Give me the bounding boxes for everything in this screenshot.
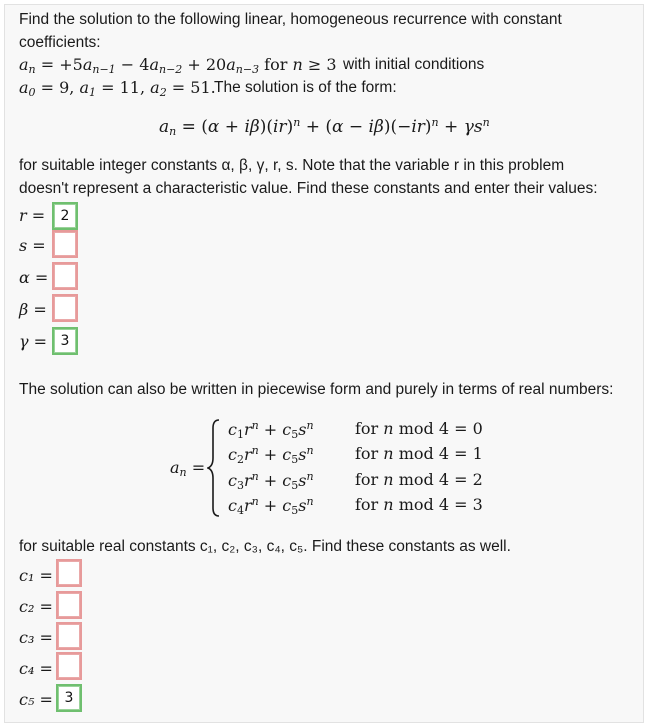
s-input[interactable] bbox=[54, 232, 76, 256]
case-1-expr: $c_1r^n + c_5s^n$ bbox=[228, 419, 314, 441]
c1-label: c₁ = bbox=[19, 566, 53, 585]
gamma-input[interactable]: 3 bbox=[54, 329, 76, 353]
c2-input[interactable] bbox=[58, 593, 80, 617]
c1-input[interactable] bbox=[58, 561, 80, 585]
instructions-line-2: doesn't represent a characteristic value. Find these constants and enter their values: bbox=[19, 180, 598, 197]
case-2-cond: for n mod 4 = 1 bbox=[355, 444, 483, 463]
c3-input[interactable] bbox=[58, 624, 80, 648]
case-2-expr: $c_2r^n + c_5s^n$ bbox=[228, 444, 314, 466]
initial-conditions-label: with initial conditions bbox=[343, 56, 485, 73]
s-label: s = bbox=[19, 236, 46, 255]
case-3-expr: $c_3r^n + c_5s^n$ bbox=[228, 470, 314, 492]
gamma-label: γ = bbox=[19, 332, 48, 351]
left-brace-icon bbox=[207, 418, 221, 518]
instructions-line-1: for suitable integer constants α, β, γ, r, s. Note that the variable r in this problem bbox=[19, 157, 565, 174]
solution-form: $a_n = (\alpha + i\beta)(ir)^n + (\alpha - i\beta)(-ir)^n + \gamma s^n$ bbox=[159, 116, 490, 138]
beta-label: β = bbox=[19, 300, 47, 319]
r-label: r = bbox=[19, 206, 46, 225]
c4-label: c₄ = bbox=[19, 659, 53, 678]
c4-input[interactable] bbox=[58, 654, 80, 678]
beta-input[interactable] bbox=[54, 296, 76, 320]
case-1-cond: for n mod 4 = 0 bbox=[355, 419, 483, 438]
piecewise-intro: The solution can also be written in piecewise form and purely in terms of real numbers: bbox=[19, 381, 614, 398]
c3-label: c₃ = bbox=[19, 628, 53, 647]
case-4-expr: $c_4r^n + c_5s^n$ bbox=[228, 495, 314, 517]
case-3-cond: for n mod 4 = 2 bbox=[355, 470, 483, 489]
c5-label: c₅ = bbox=[19, 690, 53, 709]
initial-conditions: $a_0 = 9$, $a_1 = 11$, $a_2 = 51$. bbox=[19, 78, 216, 99]
c2-label: c₂ = bbox=[19, 597, 53, 616]
part2-instructions: for suitable real constants c₁, c₂, c₃, c₄, c₅. Find these constants as well. bbox=[19, 538, 511, 555]
piecewise-lhs: $a_n$ = bbox=[170, 458, 206, 479]
alpha-input[interactable] bbox=[54, 264, 76, 288]
r-input[interactable]: 2 bbox=[54, 204, 76, 228]
problem-panel bbox=[4, 4, 644, 723]
intro-line-2: coefficients: bbox=[19, 34, 101, 51]
recurrence-equation: $a_n = +5a_{n-1} - 4a_{n-2} + 20a_{n-3}$ for n ≥ 3 bbox=[19, 55, 337, 76]
c5-input[interactable]: 3 bbox=[58, 686, 80, 710]
case-4-cond: for n mod 4 = 3 bbox=[355, 495, 483, 514]
alpha-label: α = bbox=[19, 268, 49, 287]
intro-line-1: Find the solution to the following linear, homogeneous recurrence with constant bbox=[19, 11, 562, 28]
solution-form-intro: The solution is of the form: bbox=[214, 79, 397, 96]
